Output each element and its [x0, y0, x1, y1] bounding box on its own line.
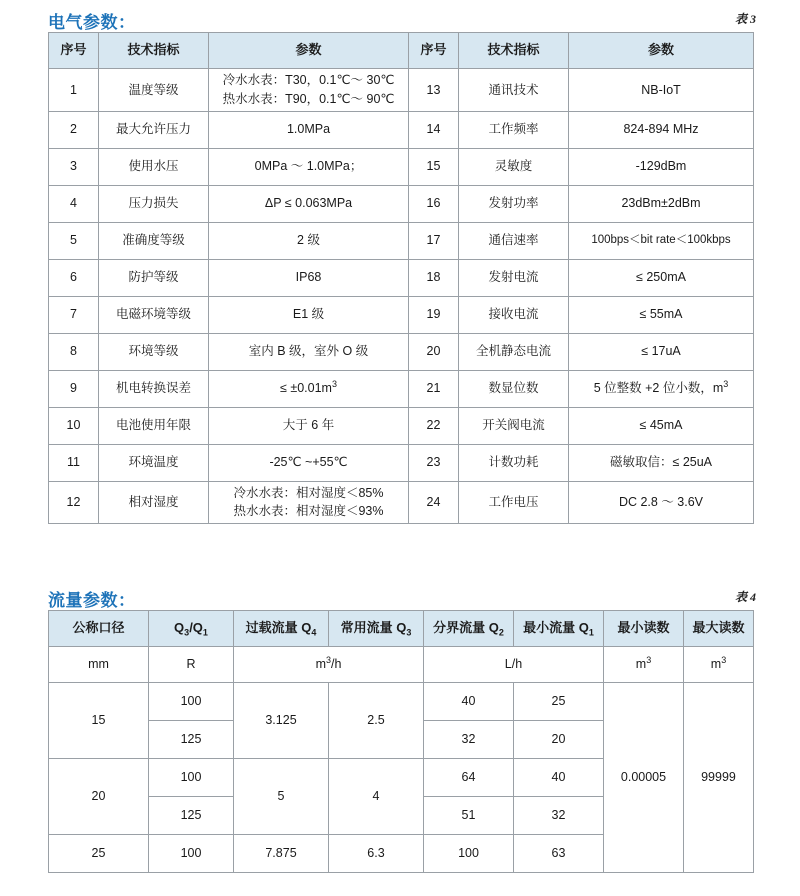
flow-heading-row — [0, 578, 800, 610]
cell-q1: 40 — [514, 759, 604, 797]
cell-no: 18 — [409, 259, 459, 296]
q3-label: 常用流量 Q — [340, 620, 407, 636]
unit-lh: L/h — [424, 647, 604, 683]
col-header-item-left: 技术指标 — [99, 33, 209, 69]
col-header-max-reading: 最大读数 — [684, 611, 754, 647]
unit-nominal-diameter: mm — [49, 647, 149, 683]
table-row — [49, 296, 754, 333]
q2-label: 分界流量 Q — [433, 620, 499, 636]
q3q1-q: Q — [174, 620, 185, 636]
cell-no: 8 — [49, 333, 99, 370]
cell-item: 温度等级 — [99, 69, 209, 112]
cell-item: 通讯技术 — [459, 69, 569, 112]
cell-q4: 5 — [234, 759, 329, 835]
cell-no: 14 — [409, 111, 459, 148]
flow-parameters-table — [48, 610, 754, 873]
cell-no: 16 — [409, 185, 459, 222]
cell-value: 室内 B 级，室外 O 级 — [209, 333, 409, 370]
cell-ratio: 100 — [149, 835, 234, 873]
q1-label: 最小流量 Q — [523, 620, 589, 636]
cell-q1: 20 — [514, 721, 604, 759]
cell-no: 5 — [49, 222, 99, 259]
table-row — [49, 185, 754, 222]
cell-no: 2 — [49, 111, 99, 148]
table-row — [49, 148, 754, 185]
flow-section-title: 流量参数： — [48, 591, 136, 610]
unit-m3-b-sup: 3 — [721, 655, 727, 666]
cell-value-line2: 热水水表：相对湿度＜93% — [233, 504, 384, 519]
cell-no: 24 — [409, 481, 459, 524]
cell-item: 防护等级 — [99, 259, 209, 296]
col-header-transitional-flow-q2 — [424, 611, 514, 647]
table-row — [49, 222, 754, 259]
cell-item: 数显位数 — [459, 370, 569, 407]
q3-sub: 3 — [406, 627, 412, 638]
cell-no: 21 — [409, 370, 459, 407]
cell-item: 环境等级 — [99, 333, 209, 370]
cell-value: ≤ 55mA — [569, 296, 754, 333]
cell-q2: 64 — [424, 759, 514, 797]
cell-value: DC 2.8 ～ 3.6V — [569, 481, 754, 524]
q4-sub: 4 — [311, 627, 317, 638]
cell-item: 计数功耗 — [459, 444, 569, 481]
col-header-min-reading: 最小读数 — [604, 611, 684, 647]
unit-max-reading — [684, 647, 754, 683]
electrical-section-title: 电气参数： — [48, 13, 136, 32]
cell-value: ≤ 250mA — [569, 259, 754, 296]
cell-q4: 7.875 — [234, 835, 329, 873]
cell-q2: 40 — [424, 683, 514, 721]
cell-item: 工作电压 — [459, 481, 569, 524]
cell-value — [209, 481, 409, 524]
cell-no: 7 — [49, 296, 99, 333]
electrical-parameters-table — [48, 32, 754, 524]
q4-label: 过载流量 Q — [245, 620, 312, 636]
unit-m3-b-m: m — [710, 657, 722, 672]
table-row — [49, 111, 754, 148]
cell-item: 最大允许压力 — [99, 111, 209, 148]
cell-value-superscript: 3 — [723, 379, 729, 390]
table-row — [49, 370, 754, 407]
cell-q2: 51 — [424, 797, 514, 835]
col-header-no-right: 序号 — [409, 33, 459, 69]
cell-no: 6 — [49, 259, 99, 296]
cell-q4: 3.125 — [234, 683, 329, 759]
table-row — [49, 69, 754, 112]
cell-item: 接收电流 — [459, 296, 569, 333]
cell-value — [209, 370, 409, 407]
cell-ratio: 125 — [149, 797, 234, 835]
cell-item: 压力损失 — [99, 185, 209, 222]
unit-m3-a-m: m — [635, 657, 647, 672]
cell-value: 1.0MPa — [209, 111, 409, 148]
cell-value: 磁敏取信：≤ 25uA — [569, 444, 754, 481]
table-row — [49, 333, 754, 370]
cell-item: 电磁环境等级 — [99, 296, 209, 333]
table-header-row — [49, 611, 754, 647]
col-header-permanent-flow-q3 — [329, 611, 424, 647]
cell-value: 0MPa ～ 1.0MPa； — [209, 148, 409, 185]
cell-value-superscript: 3 — [331, 379, 337, 390]
cell-nominal-diameter: 15 — [49, 683, 149, 759]
table-row — [49, 444, 754, 481]
cell-q3: 6.3 — [329, 835, 424, 873]
cell-no: 15 — [409, 148, 459, 185]
cell-value: 大于 6 年 — [209, 407, 409, 444]
cell-item: 准确度等级 — [99, 222, 209, 259]
cell-value-text: ≤ ±0.01m — [280, 381, 332, 396]
cell-item: 通信速率 — [459, 222, 569, 259]
cell-value: ≤ 45mA — [569, 407, 754, 444]
electrical-heading-row — [0, 0, 800, 32]
cell-q3: 2.5 — [329, 683, 424, 759]
cell-value-line1: 冷水水表：相对湿度＜85% — [233, 485, 384, 500]
cell-q3: 4 — [329, 759, 424, 835]
cell-q2: 32 — [424, 721, 514, 759]
cell-item: 电池使用年限 — [99, 407, 209, 444]
unit-m3h — [234, 647, 424, 683]
cell-ratio: 100 — [149, 759, 234, 797]
cell-q2: 100 — [424, 835, 514, 873]
cell-max-reading: 99999 — [684, 683, 754, 873]
cell-item: 相对湿度 — [99, 481, 209, 524]
cell-item: 使用水压 — [99, 148, 209, 185]
cell-no: 22 — [409, 407, 459, 444]
cell-value: 100bps＜bit rate＜100kbps — [569, 222, 754, 259]
cell-no: 12 — [49, 481, 99, 524]
cell-ratio: 125 — [149, 721, 234, 759]
cell-ratio: 100 — [149, 683, 234, 721]
cell-value: ΔP ≤ 0.063MPa — [209, 185, 409, 222]
table-units-row — [49, 647, 754, 683]
col-header-q3-q1-ratio — [149, 611, 234, 647]
cell-value: 824-894 MHz — [569, 111, 754, 148]
cell-no: 20 — [409, 333, 459, 370]
cell-nominal-diameter: 25 — [49, 835, 149, 873]
cell-value: ≤ 17uA — [569, 333, 754, 370]
cell-item: 发射功率 — [459, 185, 569, 222]
cell-no: 3 — [49, 148, 99, 185]
unit-m3h-post: /h — [331, 657, 342, 672]
cell-no: 19 — [409, 296, 459, 333]
cell-value-text: 5 位整数 +2 位小数，m — [593, 381, 724, 396]
col-header-no-left: 序号 — [49, 33, 99, 69]
unit-m3-a-sup: 3 — [646, 655, 652, 666]
cell-no: 11 — [49, 444, 99, 481]
cell-item: 全机静态电流 — [459, 333, 569, 370]
col-header-value-right: 参数 — [569, 33, 754, 69]
cell-q1: 63 — [514, 835, 604, 873]
cell-q1: 32 — [514, 797, 604, 835]
cell-value: -129dBm — [569, 148, 754, 185]
q3q1-sub2: 1 — [202, 627, 208, 638]
cell-q1: 25 — [514, 683, 604, 721]
cell-no: 23 — [409, 444, 459, 481]
cell-value — [569, 370, 754, 407]
cell-value: IP68 — [209, 259, 409, 296]
cell-min-reading: 0.00005 — [604, 683, 684, 873]
q3q1-sub1: 3 — [184, 627, 190, 638]
cell-item: 发射电流 — [459, 259, 569, 296]
col-header-nominal-diameter: 公称口径 — [49, 611, 149, 647]
q2-sub: 2 — [498, 627, 504, 638]
cell-value: 23dBm±2dBm — [569, 185, 754, 222]
cell-value-line2: 热水水表：T90，0.1℃～ 90℃ — [222, 91, 395, 106]
cell-item: 灵敏度 — [459, 148, 569, 185]
col-header-item-right: 技术指标 — [459, 33, 569, 69]
cell-no: 4 — [49, 185, 99, 222]
col-header-overload-flow-q4 — [234, 611, 329, 647]
cell-value: NB-IoT — [569, 69, 754, 112]
flow-parameters-section — [0, 578, 800, 873]
cell-value-line1: 冷水水表：T30，0.1℃～ 30℃ — [222, 73, 395, 87]
table-header-row — [49, 33, 754, 69]
cell-value: -25℃ ~+55℃ — [209, 444, 409, 481]
unit-m3h-sup: 3 — [325, 655, 331, 666]
table-row — [49, 259, 754, 296]
cell-no: 9 — [49, 370, 99, 407]
cell-item: 机电转换误差 — [99, 370, 209, 407]
table-row — [49, 407, 754, 444]
cell-item: 开关阀电流 — [459, 407, 569, 444]
cell-item: 环境温度 — [99, 444, 209, 481]
cell-value: 2 级 — [209, 222, 409, 259]
unit-min-reading — [604, 647, 684, 683]
cell-value: E1 级 — [209, 296, 409, 333]
q3q1-mid: /Q — [189, 620, 203, 636]
q1-sub: 1 — [588, 627, 594, 638]
col-header-value-left: 参数 — [209, 33, 409, 69]
table-row — [49, 683, 754, 721]
unit-m3h-m: m — [315, 657, 326, 672]
cell-no: 1 — [49, 69, 99, 112]
cell-no: 13 — [409, 69, 459, 112]
electrical-table-caption: 表 3 — [734, 12, 756, 26]
col-header-minimum-flow-q1 — [514, 611, 604, 647]
cell-value — [209, 69, 409, 112]
unit-ratio: R — [149, 647, 234, 683]
cell-no: 17 — [409, 222, 459, 259]
flow-table-caption: 表 4 — [734, 590, 756, 604]
table-row — [49, 481, 754, 524]
cell-nominal-diameter: 20 — [49, 759, 149, 835]
cell-no: 10 — [49, 407, 99, 444]
cell-item: 工作频率 — [459, 111, 569, 148]
